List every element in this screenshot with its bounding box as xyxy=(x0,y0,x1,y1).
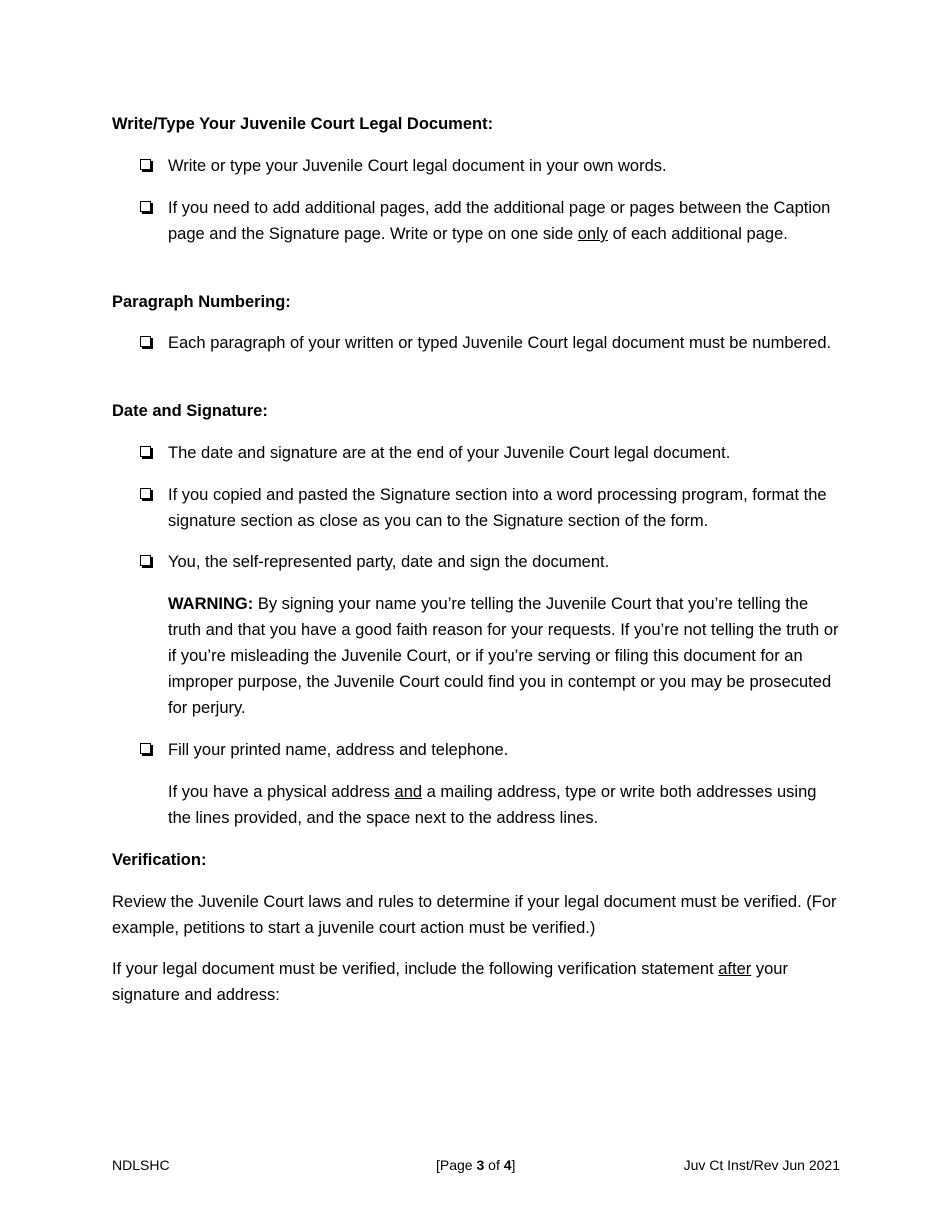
warning-label: WARNING: xyxy=(168,595,254,613)
verification-paragraph: Review the Juvenile Court laws and rules to determine if your legal document must be verified. (For example, petitions to start a juvenile court action must be verified.) xyxy=(112,893,837,937)
checklist-item xyxy=(112,482,840,534)
verification-instruction: If your legal document must be verified, include the following verification statement after your signature and address: xyxy=(112,960,788,1004)
underlined-word: and xyxy=(394,783,423,801)
page-footer xyxy=(112,1155,840,1175)
underlined-word: after xyxy=(718,960,752,978)
checklist-item-text: Fill your printed name, address and telephone. xyxy=(168,741,509,759)
checklist-item-text: Each paragraph of your written or typed Juvenile Court legal document must be numbered. xyxy=(168,334,832,352)
section-heading-write: Write/Type Your Juvenile Court Legal Document: xyxy=(112,115,494,133)
checklist-item-text: If you copied and pasted the Signature section into a word processing program, format the signature section as close as you can to the Signature section of the form. xyxy=(168,486,827,530)
checklist-item-text: The date and signature are at the end of your Juvenile Court legal document. xyxy=(168,444,731,462)
address-paragraph: If you have a physical address and a mailing address, type or write both addresses using the lines provided, and the space next to the address lines. xyxy=(168,783,817,827)
checkbox-icon xyxy=(140,743,151,754)
checklist-item xyxy=(112,330,840,356)
warning-paragraph: WARNING: By signing your name you’re telling the Juvenile Court that you’re telling the truth and that you have a good faith reason for your requests. If you’re not telling the truth or if you’re misleading the Juvenile Court, or if you’re serving or filing this document for an improper purpose, the Juvenile Court could find you in contempt or you may be prosecuted for perjury. xyxy=(168,595,839,717)
section-heading-numbering: Paragraph Numbering: xyxy=(112,293,291,311)
checkbox-icon xyxy=(140,159,151,170)
checklist-item xyxy=(112,549,840,575)
checklist-item-text: Write or type your Juvenile Court legal document in your own words. xyxy=(168,157,667,175)
checkbox-icon xyxy=(140,555,151,566)
checklist-item xyxy=(112,195,840,247)
section-heading-verification: Verification: xyxy=(112,851,207,869)
footer-org: NDLSHC xyxy=(112,1157,170,1173)
checklist-item xyxy=(112,153,840,179)
checkbox-icon xyxy=(140,201,151,212)
checkbox-icon xyxy=(140,446,151,457)
checklist-item-text: If you need to add additional pages, add the additional page or pages between the Caption page and the Signature page. Write or type on one side only of each additional page. xyxy=(168,199,831,243)
checklist-item-text: You, the self-represented party, date and sign the document. xyxy=(168,553,610,571)
footer-page-number: [Page 3 of 4] xyxy=(436,1157,516,1173)
checkbox-icon xyxy=(140,336,151,347)
checkbox-icon xyxy=(140,488,151,499)
footer-revision: Juv Ct Inst/Rev Jun 2021 xyxy=(683,1157,840,1173)
section-heading-signature: Date and Signature: xyxy=(112,402,268,420)
checklist-item xyxy=(112,737,840,763)
checklist-item xyxy=(112,440,840,466)
underlined-word: only xyxy=(577,225,609,243)
